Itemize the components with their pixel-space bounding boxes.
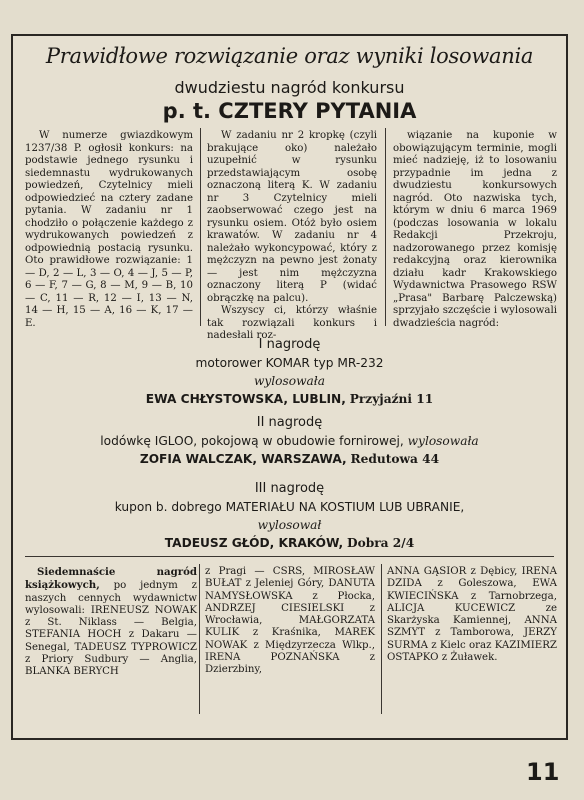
winners-column-2 — [205, 566, 375, 677]
article-title: Prawidłowe rozwiązanie oraz wyniki losowania — [45, 44, 534, 68]
prize-3-drew: wylosował — [257, 518, 322, 532]
winners-column-3 — [387, 566, 557, 664]
column-2-text-b: Wszyscy ci, którzy właśnie tak rozwiązali konkurs i nadesłali roz- — [207, 305, 377, 341]
winners-column-1-text — [25, 566, 197, 679]
column-3-text: wiązanie na kuponie w obowiązującym terminie, mogli mieć nadzieję, iż to losowaniu przypadnie im jedna z dwudziestu konkursowych nagród. Oto nazwiska tych, którym w dniu 6 marca 1969 (podczas losowania w lokalu Redakcji Przekroju, nadzorowanego przez komisję redakcyjną oraz kierownika działu kadr Krakowskiego Wydawnictwa Prasowego RSW „Prasa" Barbarę Palczewską) sprzyjało szczęście i wylosowali dwadzieścia nagród: — [393, 130, 557, 329]
winners-list-3: ANNA GĄSIOR z Dębicy, IRENA DZIDA z Goleszowa, EWA KWIECIŃSKA z Tarnobrzega, ALICJA KUCEWICZ ze Skarżyska Kamiennej, ANNA SZMYT z Tamborowa, JERZY SURMA z Kielc oraz KAZIMIERZ OSTAPKO z Żuławek. — [387, 566, 557, 664]
winners-list-2: z Pragi — CSRS, MIROSŁAW BUŁAT z Jeleniej Góry, DANUTA NAMYSŁOWSKA z Płocka, ANDRZEJ CIESIELSKI z Wrocławia, MAŁGORZATA KULIK z Kraśnika, MAREK NOWAK z Międzyrzecza Wlkp., IRENA POZNAŃSKA z Dzierzbiny, — [205, 566, 375, 676]
page-number: 11 — [526, 758, 560, 786]
prize-1-drew: wylosowała — [253, 374, 326, 388]
column-2-text-a: W zadaniu nr 2 kropkę (czyli brakujące oko) należało uzupełnić w rysunku przedstawiającym osobę oznaczoną literą K. W zadaniu nr 3 Czytelnicy mieli zaobserwować czego jest na rysunku osiem. Otóż było osiem krawatów. W zadaniu nr 4 należało wykoncypować, który z mężczyzn na pewno jest żonaty — jest nim mężczyzna oznaczony literą P (widać obrączkę na palcu). — [207, 130, 377, 304]
prize-2-address: Redutowa 44 — [350, 452, 440, 466]
prize-2-drew: wylosowała — [407, 434, 479, 448]
article-subtitle: dwudziestu nagród konkursu — [174, 78, 405, 97]
section-divider — [25, 556, 554, 557]
winners-list-1: po jednym z naszych cennych wydawnictw wylosowali: IRENEUSZ NOWAK z St. Niklass — Belgia, STEFANIA HOCH z Dakaru — Senegal, TADEUSZ TYPROWICZ z Priory Sudbury — Anglia, BLANKA BERYCH — [25, 580, 197, 678]
prize-1-item: motorower KOMAR typ MR-232 — [195, 356, 384, 370]
prize-3-winner: TADEUSZ GŁÓD, KRAKÓW, — [164, 536, 344, 550]
prize-1 — [13, 336, 566, 408]
prize-3-address: Dobra 2/4 — [347, 536, 415, 550]
winners-column-1 — [25, 566, 197, 679]
column-divider — [385, 128, 386, 326]
contest-name: p. t. CZTERY PYTANIA — [162, 99, 417, 123]
prize-3-item: kupon b. dobrego MATERIAŁU NA KOSTIUM LUB UBRANIE, — [114, 500, 465, 514]
article-column-2 — [207, 130, 377, 343]
prize-1-address: Przyjaźni 11 — [349, 392, 434, 406]
column-divider — [199, 564, 200, 714]
prize-2-rank: II nagrodę — [256, 415, 323, 430]
column-1-text: W numerze gwiazdkowym 1237/38 P. ogłosił konkurs: na podstawie jednego rysunku i siedemnastu wydrukowanych powiedzeń, Czytelnicy mieli odpowiedzieć na cztery zadane pytania. W zadaniu nr 1 chodziło o połączenie każdego z wydrukowanych powiedzeń z odpowiednią postacią rysunku. Oto prawidłowe rozwiązanie: 1 — D, 2 — L, 3 — O, 4 — J, 5 — P, 6 — F, 7 — G, 8 — M, 9 — B, 10 — C, 11 — R, 12 — I, 13 — N, 14 — H, 15 — A, 16 — K, 17 — E. — [25, 130, 193, 329]
prize-2 — [13, 414, 566, 468]
article-frame — [11, 34, 568, 740]
column-divider — [381, 564, 382, 714]
book-prizes-lead: Siedemnaście nagród książkowych, — [25, 566, 197, 592]
article-column-1 — [25, 130, 193, 330]
prize-1-winner: EWA CHŁYSTOWSKA, LUBLIN, — [145, 392, 346, 406]
prize-2-item: lodówkę IGLOO, pokojową w obudowie fornirowej, — [100, 434, 404, 448]
prize-2-winner: ZOFIA WALCZAK, WARSZAWA, — [139, 452, 347, 466]
prize-3-rank: III nagrodę — [254, 481, 325, 496]
column-divider — [200, 128, 201, 326]
prize-1-rank: I nagrodę — [258, 337, 321, 352]
article-column-3 — [393, 130, 557, 330]
prize-3 — [13, 480, 566, 552]
